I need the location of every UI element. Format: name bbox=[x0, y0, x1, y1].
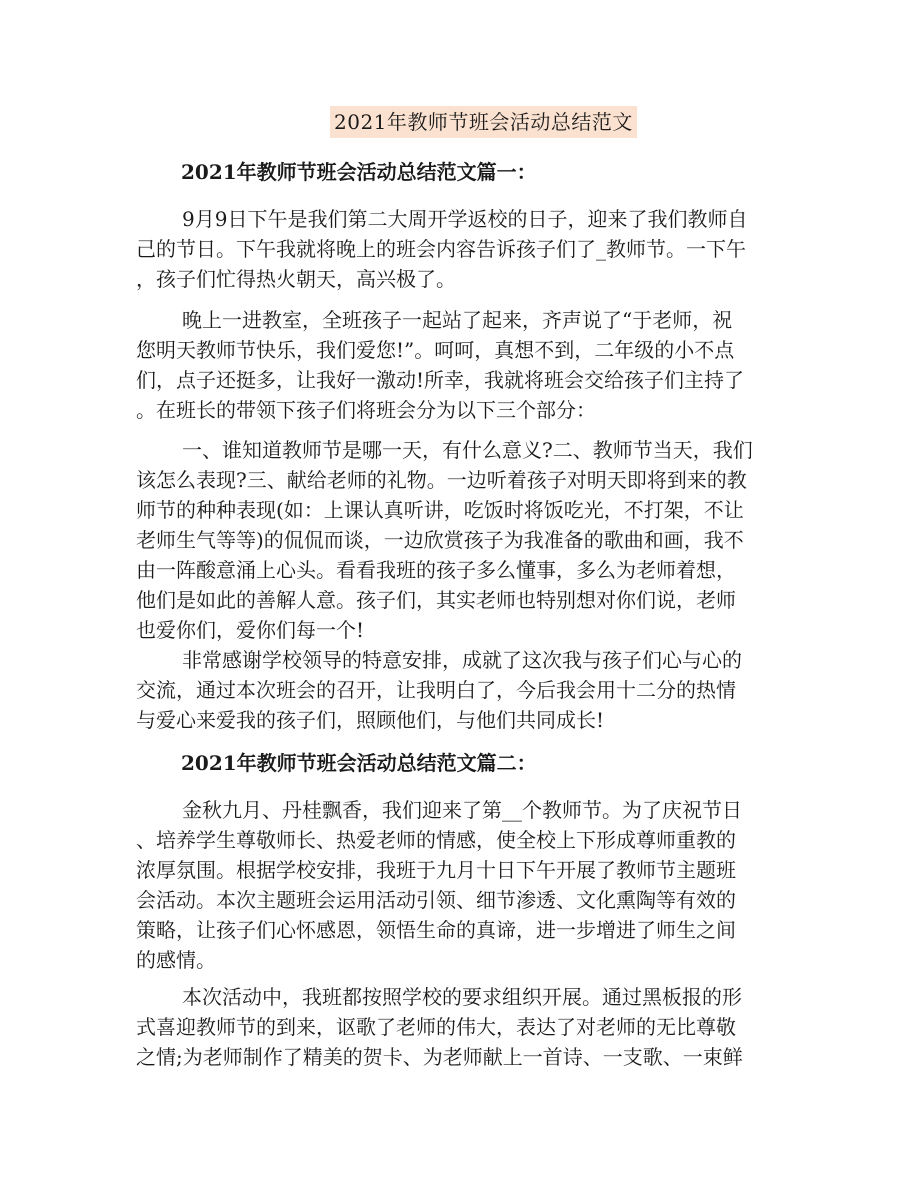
paragraph-line: 非常感谢学校领导的特意安排，成就了这次我与孩子们心与心的 bbox=[182, 648, 742, 672]
paragraph-1-1 bbox=[136, 204, 784, 294]
paragraph-line: 浓厚氛围。根据学校安排，我班于九月十日下午开展了教师节主题班 bbox=[136, 858, 736, 882]
paragraph-line: 一、谁知道教师节是哪一天，有什么意义?二、教师节当天，我们 bbox=[182, 438, 753, 462]
paragraph-2-2 bbox=[136, 982, 784, 1072]
section-heading-2: 2021年教师节班会活动总结范文篇二： bbox=[181, 751, 537, 775]
paragraph-2-1 bbox=[136, 795, 784, 975]
paragraph-line: 交流，通过本次班会的召开，让我明白了，今后我会用十二分的热情 bbox=[136, 678, 736, 702]
paragraph-line: 之情;为老师制作了精美的贺卡、为老师献上一首诗、一支歌、一束鲜 bbox=[136, 1045, 743, 1069]
paragraph-line: 本次活动中，我班都按照学校的要求组织开展。通过黑板报的形 bbox=[182, 985, 742, 1009]
paragraph-line: 也爱你们，爱你们每一个! bbox=[136, 618, 365, 642]
paragraph-line: 您明天教师节快乐，我们爱您!”。呵呵，真想不到，二年级的小不点 bbox=[136, 338, 735, 362]
paragraph-line: 式喜迎教师节的到来，讴歌了老师的伟大，表达了对老师的无比尊敬 bbox=[136, 1015, 736, 1039]
paragraph-line: 们，点子还挺多，让我好一激动!所幸，我就将班会交给孩子们主持了 bbox=[136, 368, 745, 392]
paragraph-line: 他们是如此的善解人意。孩子们，其实老师也特别想对你们说，老师 bbox=[136, 588, 736, 612]
paragraph-1-4 bbox=[136, 645, 784, 735]
paragraph-line: 9月9日下午是我们第二大周开学返校的日子，迎来了我们教师自 bbox=[182, 207, 748, 231]
paragraph-line: 己的节日。下午我就将晚上的班会内容告诉孩子们了_教师节。一下午 bbox=[136, 237, 746, 261]
paragraph-line: 金秋九月、丹桂飘香，我们迎来了第__个教师节。为了庆祝节日 bbox=[182, 798, 742, 822]
paragraph-1-2 bbox=[136, 305, 784, 425]
paragraph-line: 师节的种种表现(如：上课认真听讲，吃饭时将饭吃光，不打架，不让 bbox=[136, 498, 744, 522]
paragraph-line: 的感情。 bbox=[136, 948, 216, 972]
paragraph-1-3 bbox=[136, 435, 784, 645]
paragraph-line: 会活动。本次主题班会运用活动引领、细节渗透、文化熏陶等有效的 bbox=[136, 888, 736, 912]
paragraph-line: 老师生气等等)的侃侃而谈，一边欣赏孩子为我准备的歌曲和画，我不 bbox=[136, 528, 744, 552]
paragraph-line: 该怎么表现?三、献给老师的礼物。一边听着孩子对明天即将到来的教 bbox=[136, 468, 747, 492]
paragraph-line: 、培养学生尊敬师长、热爱老师的情感，使全校上下形成尊师重教的 bbox=[136, 828, 736, 852]
paragraph-line: 由一阵酸意涌上心头。看看我班的孩子多么懂事，多么为老师着想， bbox=[136, 558, 736, 582]
paragraph-line: ，孩子们忙得热火朝天，高兴极了。 bbox=[136, 267, 456, 291]
paragraph-line: 与爱心来爱我的孩子们，照顾他们，与他们共同成长! bbox=[136, 708, 605, 732]
document-title: 2021年教师节班会活动总结范文 bbox=[330, 106, 637, 138]
paragraph-line: 晚上一进教室，全班孩子一起站了起来，齐声说了“于老师，祝 bbox=[182, 308, 733, 332]
section-heading-1: 2021年教师节班会活动总结范文篇一： bbox=[181, 160, 537, 184]
paragraph-line: 策略，让孩子们心怀感恩，领悟生命的真谛，进一步增进了师生之间 bbox=[136, 918, 736, 942]
paragraph-line: 。在班长的带领下孩子们将班会分为以下三个部分： bbox=[136, 398, 596, 422]
